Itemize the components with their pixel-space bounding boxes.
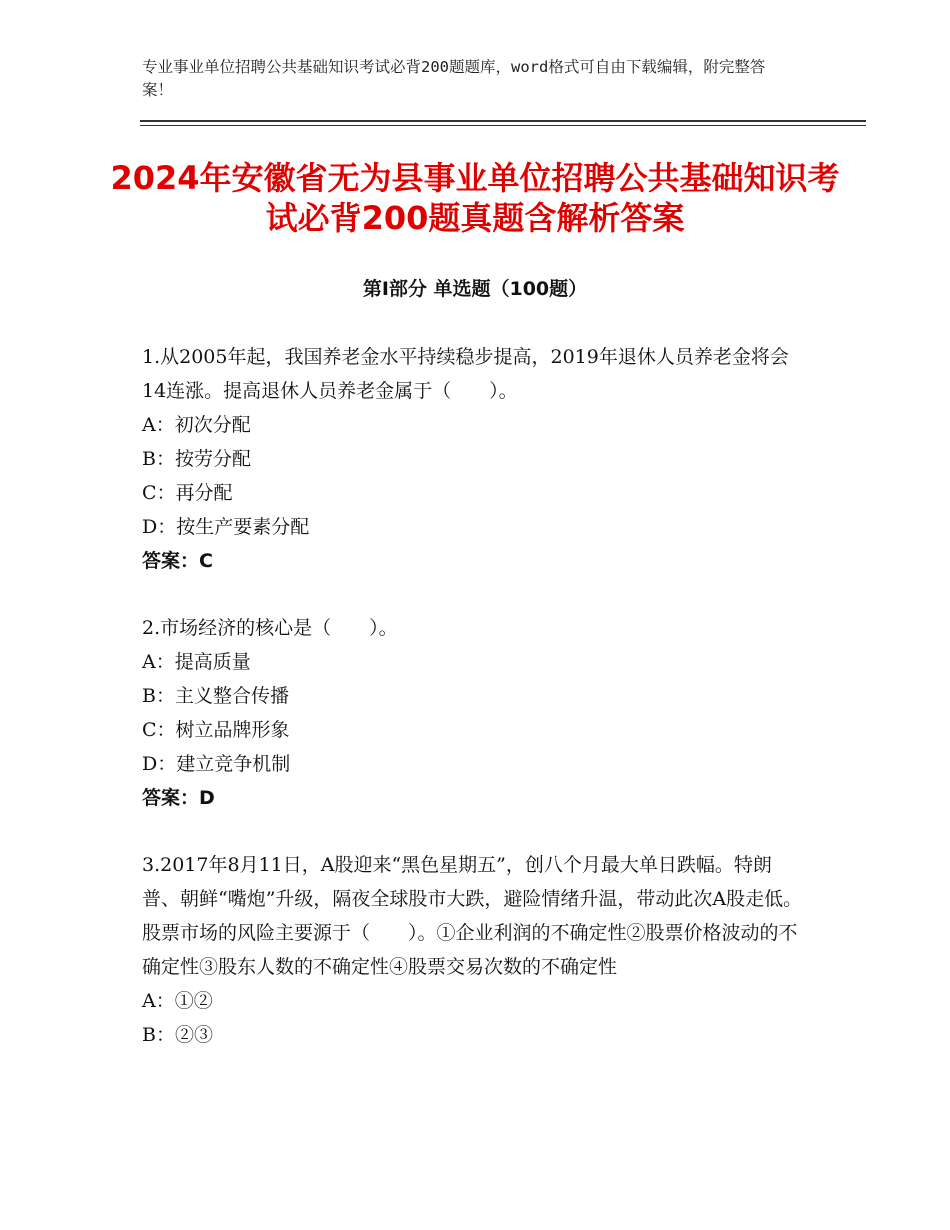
option-d: D：按生产要素分配 xyxy=(142,516,310,538)
header-note: 专业事业单位招聘公共基础知识考试必背200题题库，word格式可自由下载编辑，附完整答案！ xyxy=(142,58,766,99)
question-2 xyxy=(142,611,807,815)
option-a: A：初次分配 xyxy=(142,414,251,436)
question-3 xyxy=(142,848,807,1052)
option-d: D：建立竞争机制 xyxy=(142,753,291,775)
document-title: 2024年安徽省无为县事业单位招聘公共基础知识考试必背200题真题含解析答案 xyxy=(110,159,840,237)
option-b: B：按劳分配 xyxy=(142,448,251,470)
header-rule-thick xyxy=(140,120,866,122)
question-stem: 2.市场经济的核心是（ ）。 xyxy=(142,617,398,639)
option-a: A：①② xyxy=(142,990,213,1012)
question-list xyxy=(142,340,807,1085)
option-c: C：树立品牌形象 xyxy=(142,719,290,741)
option-b: B：②③ xyxy=(142,1024,213,1046)
option-c: C：再分配 xyxy=(142,482,233,504)
section-title: 第Ⅰ部分 单选题（100题） xyxy=(362,278,588,300)
header-rule-thin xyxy=(140,125,866,126)
question-stem: 3.2017年8月11日，A股迎来“黑色星期五”，创八个月最大单日跌幅。特朗普、朝鲜“嘴炮”升级，隔夜全球股市大跌，避险情绪升温，带动此次A股走低。股票市场的风险主要源于（ ）。①企业利润的不确定性②股票价格波动的不确定性③股东人数的不确定性④股票交易次数的不确定性 xyxy=(142,854,803,978)
question-stem: 1.从2005年起，我国养老金水平持续稳步提高，2019年退休人员养老金将会14连涨。提高退休人员养老金属于（ ）。 xyxy=(142,346,789,402)
answer: 答案：D xyxy=(142,787,215,809)
answer: 答案：C xyxy=(142,550,213,572)
option-b: B：主义整合传播 xyxy=(142,685,289,707)
question-1 xyxy=(142,340,807,578)
option-a: A：提高质量 xyxy=(142,651,251,673)
